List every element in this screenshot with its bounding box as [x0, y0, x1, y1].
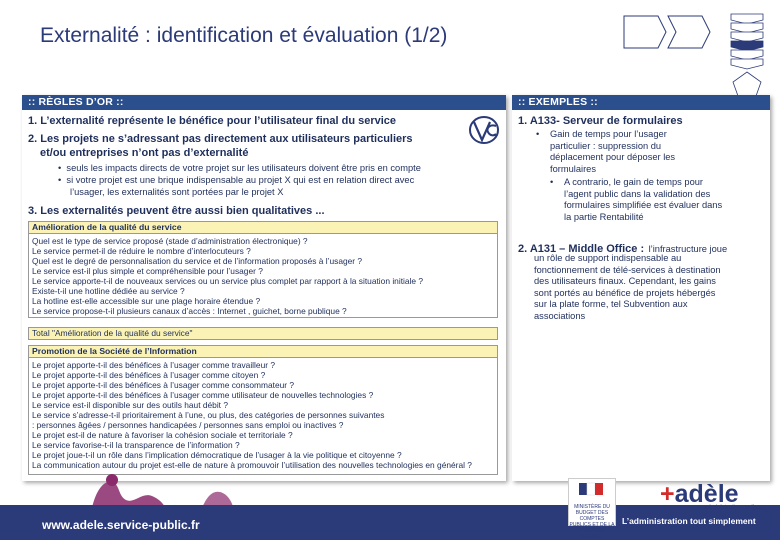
table-row: Le service est-il disponible sur des outils haut débit ? [32, 400, 228, 410]
adele-logo-text: adèle [674, 480, 739, 508]
example-1-bullet-1 [536, 129, 676, 175]
adele-logo-subtitle: administration en ligne [704, 505, 765, 511]
society-table [28, 345, 498, 475]
bullet-marker: • [58, 163, 67, 173]
quality-table [28, 221, 498, 318]
text-line: sont portés au bénéfice de projets hébergés [534, 287, 716, 298]
table-row: Le service s’adresse-t-il prioritairement à l’une, ou plus, des catégories de personnes suivantes [32, 410, 385, 420]
bullet-1 [58, 163, 421, 175]
text-line: Gain de temps pour l’usager [550, 129, 667, 139]
quality-table-header: Amélioration de la qualité du service [29, 222, 497, 234]
footer-url-link[interactable]: www.adele.service-public.fr [42, 518, 200, 532]
text-line: sur la plate forme, tel Subvention aux [534, 299, 688, 309]
table-row: : personnes âgées / personnes handicapées / personnes sans emploi ou inactives ? [32, 420, 344, 430]
table-row: Le service apporte-t-il de nouveaux services ou un service plus complet par rapport à la situation initiale ? [32, 276, 424, 286]
golden-rules-header: :: RÈGLES D’OR :: [22, 95, 506, 110]
ministry-text: MINISTÈRE DU BUDGET DES COMPTES PUBLICS ET DE LA FONCTION PUBLIQUE [569, 504, 615, 540]
table-row: Le service est-il plus simple et compréhensible pour l’usager ? [32, 266, 263, 276]
table-row: Le service favorise-t-il la transparence de l’information ? [32, 440, 240, 450]
example-2-title: 2. A131 – Middle Office : [518, 243, 645, 255]
table-row: Le projet est-il de nature à favoriser la cohésion sociale et territoriale ? [32, 430, 293, 440]
examples-panel [512, 95, 770, 481]
stack-steps-icon [728, 12, 766, 98]
text-line: un rôle de support indispensable au [534, 253, 682, 263]
quality-total-row: Total "Amélioration de la qualité du service" [28, 327, 498, 340]
text-line: formulaires simplifiée est évaluer dans [564, 200, 723, 210]
rule-2-line-2: et/ou entreprises n’ont pas d’externalité [40, 147, 249, 159]
bullet-2-text-line-1: si votre projet est une brique indispensable au projet X qui est en relation direct avec [66, 175, 415, 185]
table-row: Le projet apporte-t-il des bénéfices à l’usager comme citoyen ? [32, 370, 266, 380]
text-line: fonctionnement de télé-services à destination [534, 264, 721, 275]
plus-icon: + [660, 480, 675, 508]
bullet-2 [58, 175, 414, 187]
bullet-marker: • [550, 177, 554, 187]
marianne-flag-icon [569, 479, 615, 499]
table-row: La hotline est-elle accessible sur une plage horaire étendue ? [32, 296, 261, 306]
rule-3: 3. Les externalités peuvent être aussi bien qualitatives ... [28, 205, 325, 217]
text-line: A contrario, le gain de temps pour [564, 177, 704, 187]
text-line: associations [534, 310, 586, 321]
table-row: Le projet apporte-t-il des bénéfices à l’usager comme consommateur ? [32, 380, 295, 390]
text-line: particulier : suppression du [550, 140, 662, 151]
bullet-1-text: seuls les impacts directs de votre projet sur les utilisateurs doivent être pris en compte [66, 163, 421, 173]
text-line: des utilisateurs finaux. Cependant, les gains [534, 276, 716, 286]
table-row: Le projet joue-t-il un rôle dans l’implication démocratique de l’usager à la vie politique et citoyenne ? [32, 450, 402, 460]
example-2-text [534, 253, 721, 322]
rule-2-line-1: 2. Les projets ne s’adressant pas directement aux utilisateurs particuliers [28, 133, 413, 145]
table-row: Le service propose-t-il plusieurs canaux d’accès : Internet , guichet, borne publique ? [32, 306, 347, 316]
table-row: Le projet apporte-t-il des bénéfices à l’usager comme utilisateur de nouvelles technologies ? [32, 390, 374, 400]
table-row: Existe-t-il une hotline dédiée au service ? [32, 286, 185, 296]
table-row: Le projet apporte-t-il des bénéfices à l’usager comme travailleur ? [32, 360, 275, 370]
table-row: La communication autour du projet est-elle de nature à promouvoir l’utilisation des nouvelles technologies en général ? [32, 460, 472, 470]
text-line: la partie Rentabilité [564, 211, 644, 222]
bullet-marker: • [58, 175, 67, 185]
ve-logo-icon [468, 114, 500, 146]
table-row: Quel est le degré de personnalisation du service et de l’information proposés à l’usager ? [32, 256, 363, 266]
slide-title: Externalité : identification et évaluation (1/2) [40, 24, 448, 47]
mascot-illustration-icon [82, 470, 242, 510]
table-row: Le service permet-il de réduire le nombre d’interlocuteurs ? [32, 246, 251, 256]
bullet-marker: • [536, 129, 540, 139]
example-1-bullet-2 [550, 177, 723, 223]
text-line: l’agent public dans la validation des [564, 188, 711, 199]
text-line: formulaires [550, 163, 596, 174]
society-table-header: Promotion de la Société de l’Information [29, 346, 497, 358]
example-2-first-line: l’infrastructure joue [648, 244, 728, 254]
process-arrows-icon [622, 14, 712, 50]
text-line: déplacement pour déposer les [550, 152, 676, 162]
bullet-2-text-line-2: l’usager, les externalités sont portées par le projet X [70, 187, 284, 197]
footer-tagline: L’administration tout simplement [622, 516, 756, 526]
rule-1: 1. L’externalité représente le bénéfice pour l’utilisateur final du service [28, 115, 397, 127]
examples-header: :: EXEMPLES :: [512, 95, 770, 110]
golden-rules-panel [22, 95, 506, 481]
table-row: Quel est le type de service proposé (stade d’administration électronique) ? [32, 236, 308, 246]
example-1-title: 1. A133- Serveur de formulaires [518, 115, 683, 127]
ministry-logo [568, 478, 616, 540]
